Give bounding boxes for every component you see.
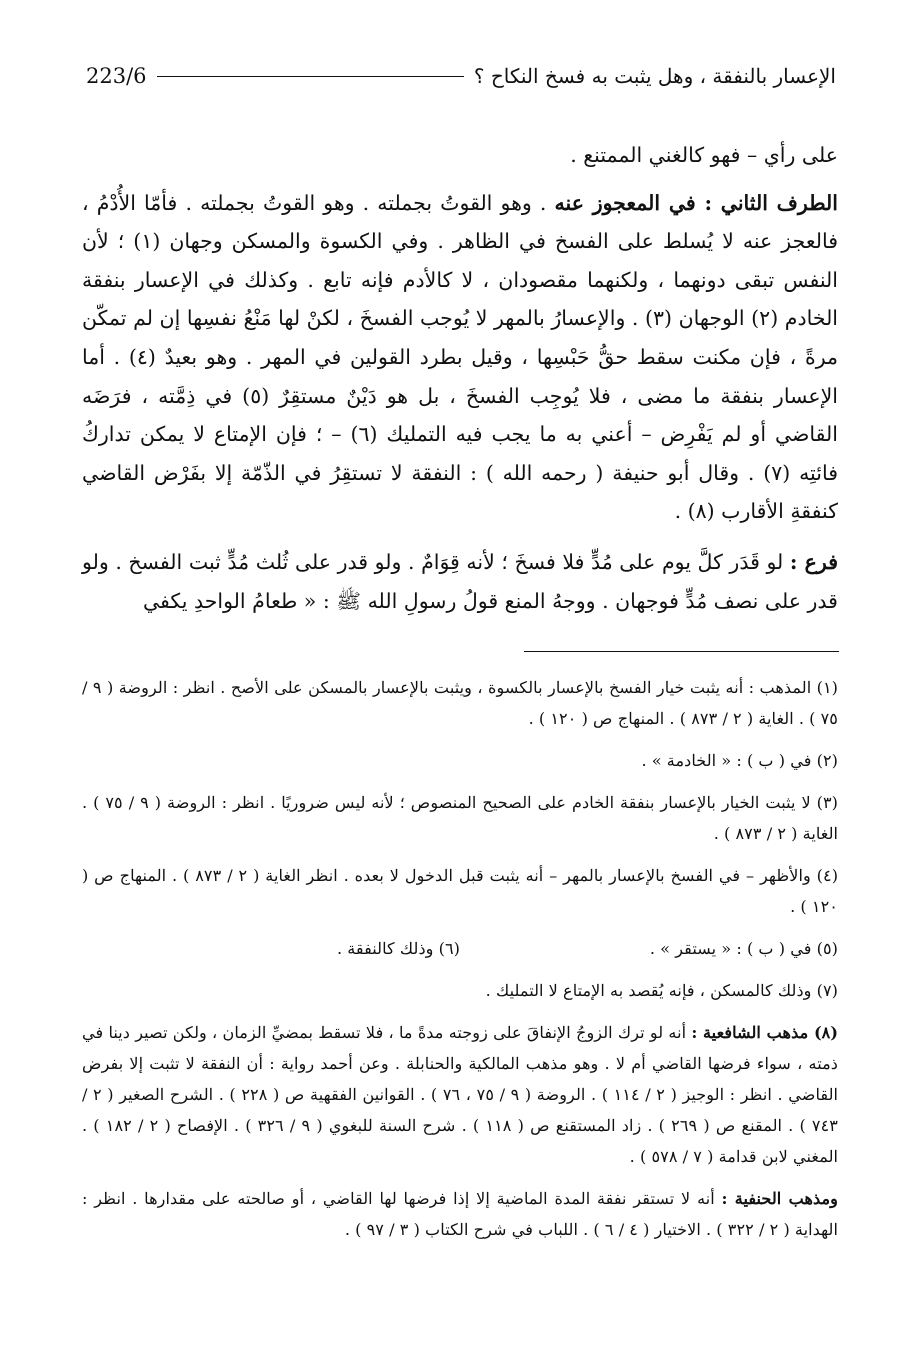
section-heading: الطرف الثاني : في المعجوز عنه <box>554 190 838 215</box>
footnote-2: (٢) في ( ب ) : « الخادمة » . <box>641 751 838 770</box>
footnote-8-hanafi-text: أنه لا تستقر نفقة المدة الماضية إلا إذا فرضها لها القاضي ، أو صالحته على مقدارها . انظر : الهداية ( ٢ / ٣٢٢ ) . الاختيار ( ٤ / ٦ ) . اللباب في شرح الكتاب ( ٣ / ٩٧ ) . <box>82 1189 838 1239</box>
branch-heading: فرع : <box>789 549 838 574</box>
footnote-5: (٥) في ( ب ) : « يستقر » . <box>649 939 838 958</box>
paragraph-1: على رأي – فهو كالغني الممتنع . <box>570 143 838 167</box>
footnotes-5-6 <box>82 933 838 964</box>
footnote-7: (٧) وذلك كالمسكن ، فإنه يُقصد به الإمتاع لا التمليك . <box>485 981 838 1000</box>
footnote-8-heading: (٨) مذهب الشافعية : <box>691 1023 838 1042</box>
main-text <box>82 136 838 620</box>
footnote-4: (٤) والأظهر – في الفسخ بالإعسار بالمهر – أنه يثبت قبل الدخول لا بعده . انظر الغاية ( ٢ / ٨٧٣ ) . المنهاج ص ( ١٢٠ ) . <box>82 866 839 916</box>
footnote-8-hanafi <box>82 1183 838 1245</box>
footnote-separator <box>524 651 839 652</box>
paragraph-3 <box>82 543 838 620</box>
footnotes <box>82 672 838 1256</box>
paragraph-2-text: . وهو القوتُ بجملته . وهو القوتُ بجملته . فأمّا الأُدْمُ ، فالعجز عنه لا يُسلط على الفسخ في الظاهر . وفي الكسوة والمسكن وجهان (١) ؛ لأن النفس تبقى دونهما ، ولكنهما مقصودان ، لا كالأدم فإنه تابع . وكذلك في الإعسار بنفقة الخادم (٢) الوجهان (٣) . والإعسارُ بالمهر لا يُوجب الفسخَ ، لكنْ لها مَنْعُ نفسِها إن لم تمكّن مرةً ، فإن مكنت سقط حقُّ حَبْسِها ، وقيل بطرد القولين في المهر . وهو بعيدٌ (٤) . أما الإعسار بنفقة ما مضى ، فلا يُوجِب الفسخَ ، بل هو دَيْنٌ مستقِرٌ (٥) في ذِمَّته ، فرَضَه القاضي أو لم يَفْرِض – أعني به ما يجب فيه التمليك (٦) – ؛ فإن الإمتاع لا يمكن تداركُ فائتِه (٧) . وقال أبو حنيفة ( رحمه الله ) : النفقة لا تستقِرُ في الذّمّة إلا بفَرْض القاضي كنفقةِ الأقارب (٨) . <box>82 190 839 524</box>
page-number: 223/6 <box>86 64 147 88</box>
footnote-8-hanafi-heading: ومذهب الحنفية : <box>721 1189 838 1208</box>
footnote-8 <box>82 1017 838 1172</box>
running-title: الإعسار بالنفقة ، وهل يثبت به فسخ النكاح ؟ <box>473 64 836 88</box>
footnote-1: (١) المذهب : أنه يثبت خيار الفسخ بالإعسار بالكسوة ، ويثبت بالإعسار بالمسكن على الأصح . انظر : الروضة ( ٩ / ٧٥ ) . الغاية ( ٢ / ٨٧٣ ) . المنهاج ص ( ١٢٠ ) . <box>82 678 838 728</box>
paragraph-3-text: لو قَدَر كلَّ يوم على مُدٍّ فلا فسخَ ؛ لأنه قِوَامٌ . ولو قدر على ثُلث مُدٍّ ثبت الفسخ . ولو قدر على نصف مُدٍّ فوجهان . ووجهُ المنع قولُ رسولِ الله ﷺ : « طعامُ الواحدِ يكفي <box>82 549 838 613</box>
header-rule <box>157 76 464 77</box>
footnote-8-text: أنه لو ترك الزوجُ الإنفاقَ على زوجته مدةً ما ، فلا تسقط بمضيِّ الزمان ، ولكن تصير دينا في ذمته ، سواء فرضها القاضي أم لا . وهو مذهب المالكية والحنابلة . وعن أحمد رواية : أن النفقة لا تثبت إلا بفرض القاضي . انظر : الوجيز ( ٢ / ١١٤ ) . الروضة ( ٩ / ٧٥ ، ٧٦ ) . القوانين الفقهية ص ( ٢٢٨ ) . الشرح الصغير ( ٢ / ٧٤٣ ) . المقنع ص ( ٢٦٩ ) . زاد المستقنع ص ( ١١٨ ) . شرح السنة للبغوي ( ٩ / ٣٢٦ ) . الإفصاح ( ٢ / ١٨٢ ) . المغني لابن قدامة ( ٧ / ٥٧٨ ) . <box>82 1023 839 1166</box>
paragraph-2 <box>82 184 838 531</box>
footnote-6: (٦) وذلك كالنفقة . <box>336 939 460 958</box>
running-header <box>86 58 836 94</box>
footnote-3: (٣) لا يثبت الخيار بالإعسار بنفقة الخادم على الصحيح المنصوص ؛ لأنه ليس ضروريًا . انظر : الروضة ( ٩ / ٧٥ ) . الغاية ( ٢ / ٨٧٣ ) . <box>82 793 838 843</box>
